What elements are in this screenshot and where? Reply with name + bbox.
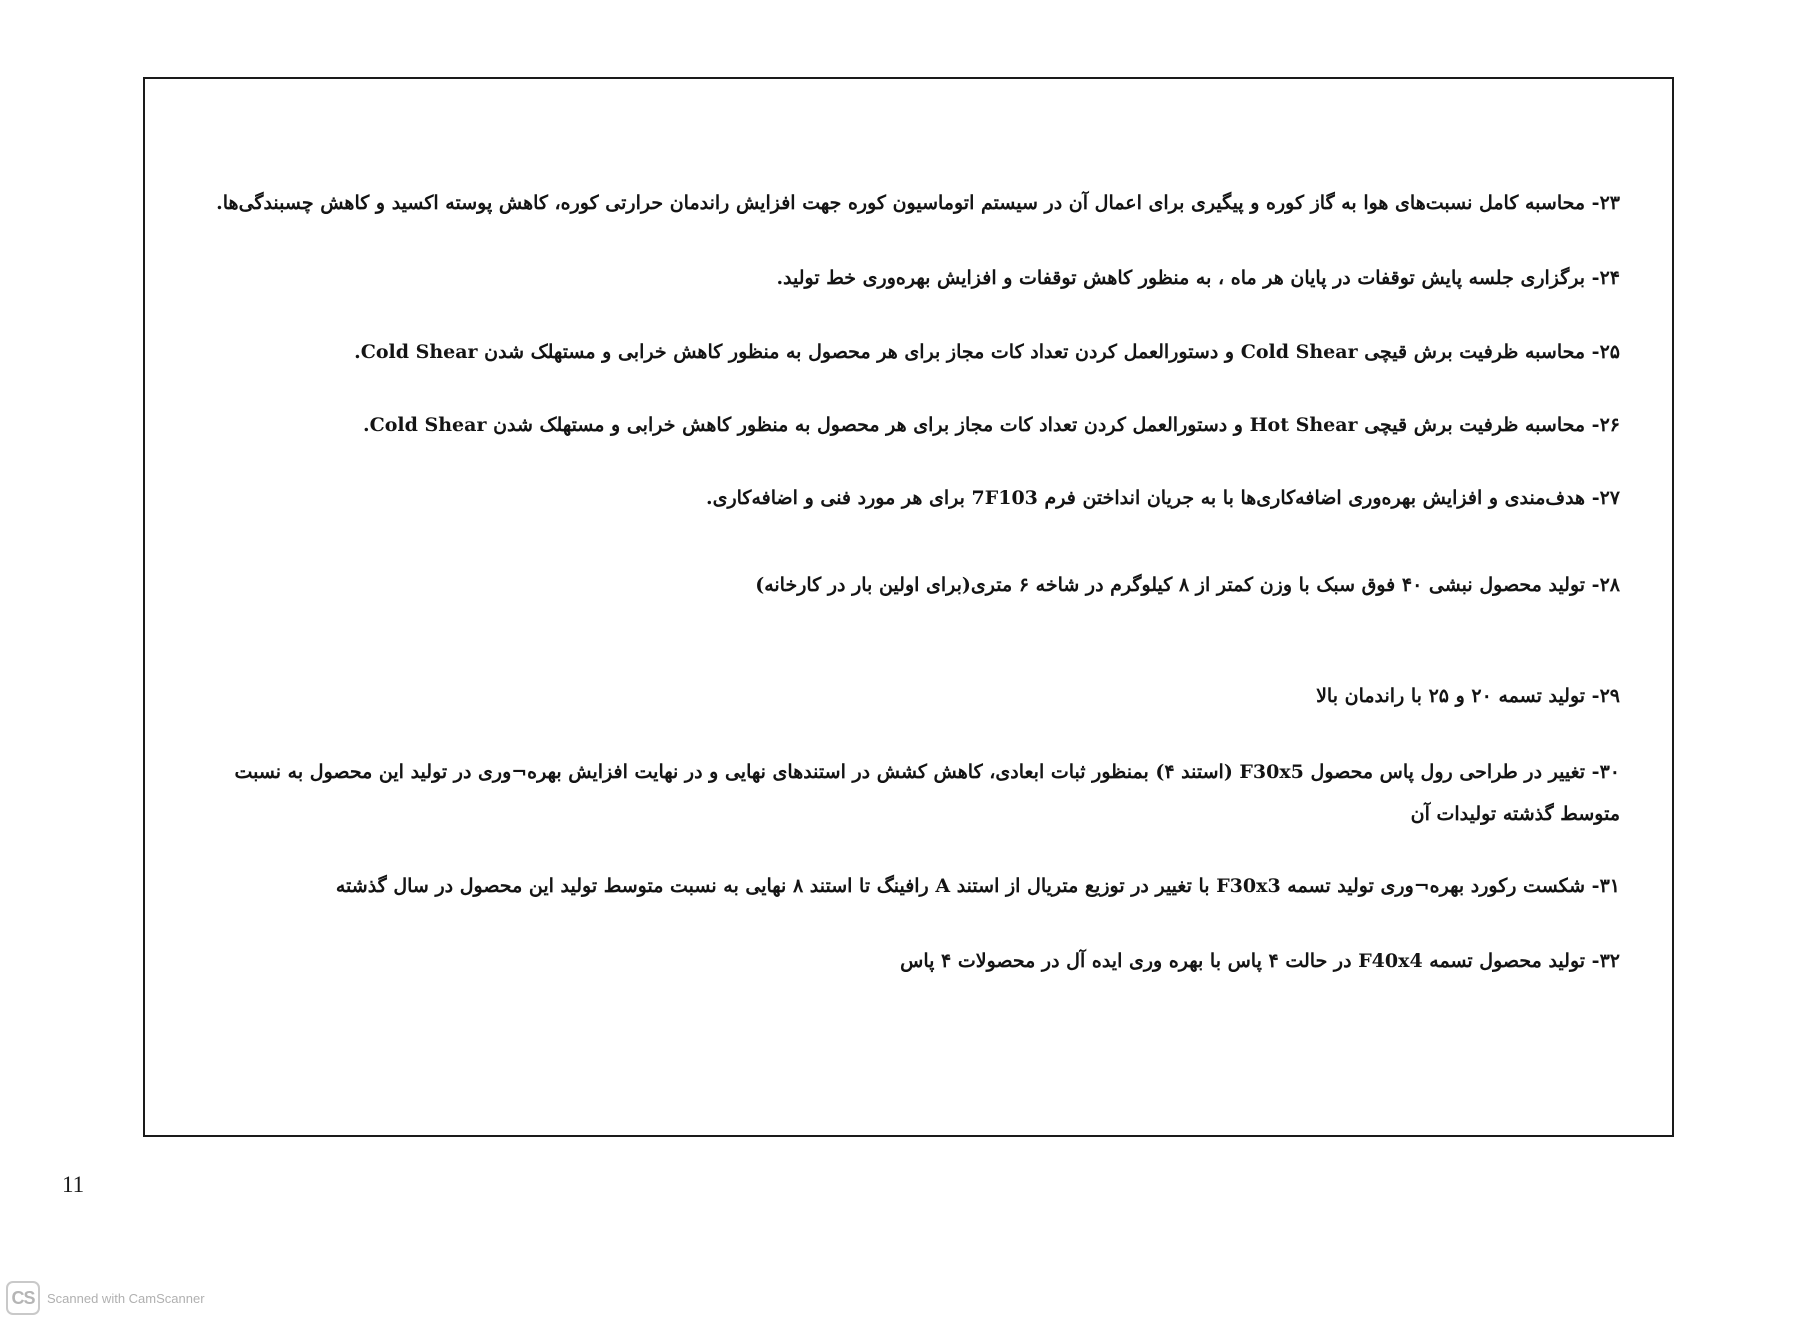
- content-frame: [143, 77, 1674, 1137]
- camscanner-logo-icon: CS: [6, 1281, 40, 1315]
- list-item: ۳۰- تغییر در طراحی رول پاس محصول F30x5 (استند ۴) بمنظور ثبات ابعادی، کاهش کشش در استندهای نهایی و در نهایت افزایش بهره¬وری در تولید این محصول به نسبت متوسط گذشته تولیدات آن: [234, 761, 1620, 825]
- list-item: ۲۵- محاسبه ظرفیت برش قیچی Cold Shear و دستورالعمل کردن تعداد کات مجاز برای هر محصول به منظور کاهش خرابی و مستهلک شدن Cold Shear.: [354, 341, 1620, 363]
- list-item: ۲۳- محاسبه کامل نسبت‌های هوا به گاز کوره و پیگیری برای اعمال آن در سیستم اتوماسیون کوره جهت افزایش راندمان حرارتی کوره، کاهش پوسته اکسید و کاهش چسبندگی‌ها.: [216, 192, 1620, 214]
- list-item: ۲۴- برگزاری جلسه پایش توقفات در پایان هر ماه ، به منظور کاهش توقفات و افزایش بهره‌وری خط تولید.: [776, 267, 1620, 289]
- list-item: ۲۶- محاسبه ظرفیت برش قیچی Hot Shear و دستورالعمل کردن تعداد کات مجاز برای هر محصول به منظور کاهش خرابی و مستهلک شدن Cold Shear.: [362, 414, 1620, 436]
- camscanner-watermark: [6, 1281, 205, 1315]
- page-number: 11: [62, 1172, 85, 1197]
- camscanner-watermark-text: Scanned with CamScanner: [47, 1290, 205, 1306]
- list-item: ۲۷- هدف‌مندی و افزایش بهره‌وری اضافه‌کاری‌ها با به جریان انداختن فرم 7F103 برای هر مورد فنی و اضافه‌کاری.: [705, 487, 1620, 509]
- list-item: ۲۸- تولید محصول نبشی ۴۰ فوق سبک با وزن کمتر از ۸ کیلوگرم در شاخه ۶ متری(برای اولین بار در کارخانه): [755, 574, 1620, 596]
- list-item: ۳۲- تولید محصول تسمه F40x4 در حالت ۴ پاس با بهره وری ایده آل در محصولات ۴ پاس: [900, 950, 1620, 972]
- list-item: ۳۱- شکست رکورد بهره¬وری تولید تسمه F30x3 با تغییر در توزیع متریال از استند A رافینگ تا استند ۸ نهایی به نسبت متوسط تولید این محصول در سال گذشته: [335, 875, 1620, 897]
- list-item: ۲۹- تولید تسمه ۲۰ و ۲۵ با راندمان بالا: [1316, 685, 1620, 707]
